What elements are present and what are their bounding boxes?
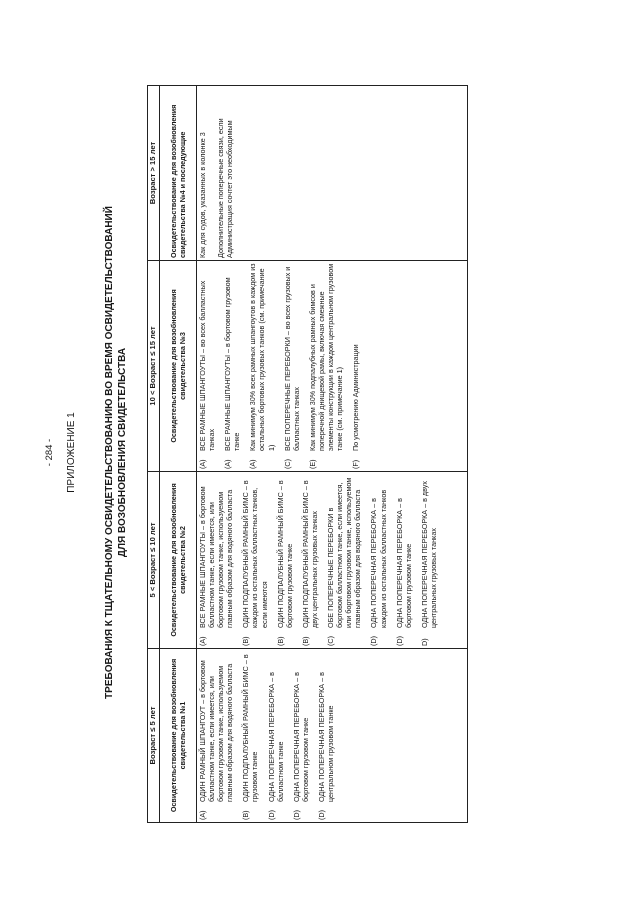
requirements-table: [147, 85, 468, 823]
requirement-paragraph: Дополнительные поперечные связи, если Администрация сочтет это необходимым: [216, 118, 235, 258]
requirement-item: [308, 263, 344, 469]
requirement-item: [395, 474, 413, 646]
age-header-row: [148, 86, 160, 823]
age-header-col-1: Возраст ≤ 5 лет: [148, 649, 160, 823]
requirement-item: [241, 651, 259, 820]
requirement-item: [248, 263, 275, 469]
survey-header-row: [160, 86, 197, 823]
requirement-text: ВСЕ РАМНЫЕ ШПАНГОУТЫ – в бортовом грузовом танке: [223, 277, 242, 451]
col-2-requirements: [197, 472, 468, 649]
survey-header-col-2: Освидетельствование для возобновления свидетельства №2: [160, 472, 197, 649]
requirement-label: (A): [198, 459, 207, 469]
requirement-text: ОДИН РАМНЫЙ ШПАНГОУТ – в бортовом балластном танке, если имеется, или бортовом грузовом танке, используемом главным образом для водяного балласта: [198, 660, 235, 802]
requirement-text: ОДИН ПОДПАЛУБНЫЙ РАМНЫЙ БИМС – в грузовом танке: [241, 654, 260, 802]
requirement-paragraph: Как для судов, указанных в колонке 3: [198, 132, 207, 258]
requirement-item: [351, 263, 360, 469]
requirement-text: ВСЕ ПОПЕРЕЧНЫЕ ПЕРЕБОРКИ – во всех грузовых и балластных танках: [282, 266, 301, 451]
requirement-item: [276, 474, 294, 646]
requirement-label: (D): [394, 636, 404, 646]
age-header-col-3: 10 < Возраст ≤ 15 лет: [148, 261, 160, 472]
survey-header-col-3: Освидетельствование для возобновления свидетельства №3: [160, 261, 197, 472]
requirement-item: [420, 474, 438, 646]
requirement-item: [301, 474, 319, 646]
requirement-text: ВСЕ РАМНЫЕ ШПАНГОУТЫ – во всех балластных танках: [198, 280, 217, 451]
requirement-label: (C): [326, 636, 336, 646]
page-number: - 284 -: [44, 438, 55, 467]
appendix-heading: ПРИЛОЖЕНИЕ 1: [66, 412, 77, 493]
requirement-label: (D): [369, 636, 379, 646]
requirement-item: [317, 651, 335, 820]
requirement-label: (D): [316, 810, 326, 820]
age-header-col-4: Возраст > 15 лет: [148, 86, 160, 261]
requirement-item: [292, 651, 310, 820]
requirement-text: Как минимум 30% всех рамных шпангоутов в каждом из остальных бортовых грузовых танков (см. примечание 1): [248, 263, 276, 451]
requirement-text: ОДИН ПОДПАЛУБНЫЙ РАМНЫЙ БИМС – в двух центральных грузовых танках: [300, 480, 319, 628]
survey-header-col-4: Освидетельствование для возобновления свидетельства №4 и последующие: [160, 86, 197, 261]
requirement-text: ВСЕ РАМНЫЕ ШПАНГОУТЫ – в бортовом балластном танке, если имеется, или бортовом грузовом танке, используемом главным образом для водяного балласта: [198, 486, 235, 628]
requirement-label: (A): [248, 459, 258, 469]
requirement-item: [369, 474, 387, 646]
requirements-body-row: [197, 86, 468, 823]
requirement-label: (B): [300, 636, 310, 646]
requirement-label: D): [419, 638, 429, 646]
requirement-text: ОДНА ПОПЕРЕЧНАЯ ПЕРЕБОРКА – в бортовом грузовом танке: [291, 672, 310, 802]
requirement-label: (A): [223, 459, 233, 469]
requirement-label: (B): [275, 636, 285, 646]
requirement-text: ОДНА ПОПЕРЕЧНАЯ ПЕРЕБОРКА – в центральном грузовом танке: [316, 672, 336, 802]
requirement-text: ОБЕ ПОПЕРЕЧНЫЕ ПЕРЕБОРКИ в бортовом балластном танке, если имеется, или бортовом грузовом танке, используемом главным образом для водяного балласта: [326, 477, 363, 628]
document-title-line-1: ТРЕБОВАНИЯ К ТЩАТЕЛЬНОМУ ОСВИДЕТЕЛЬСТВОВАНИЮ ВО ВРЕМЯ ОСВИДЕТЕЛЬСТВОВАНИЙ: [104, 206, 115, 699]
requirement-label: (A): [198, 810, 207, 820]
requirement-item: [198, 263, 216, 469]
requirement-item: [267, 651, 285, 820]
requirement-label: (E): [307, 459, 317, 469]
requirement-text: Как минимум 30% подпалубных рамных бимсов и поперечной днищевой рамы, включая смежные элементы конструкции в каждом центральном грузовом танке (см. примечание 1): [307, 263, 345, 451]
requirement-label: (A): [198, 636, 207, 646]
requirement-label: (C): [282, 459, 292, 469]
requirement-text: ОДНА ПОПЕРЕЧНАЯ ПЕРЕБОРКА – в каждом из остальных балластных танков: [369, 489, 388, 628]
survey-header-col-1: Освидетельствование для возобновления свидетельства №1: [160, 649, 197, 823]
requirement-text: ОДНА ПОПЕРЕЧНАЯ ПЕРЕБОРКА – в бортовом грузовом танке: [394, 498, 413, 628]
requirement-label: (D): [266, 810, 276, 820]
requirement-label: (B): [241, 810, 251, 820]
col-4-requirements: [197, 86, 468, 261]
requirement-label: (D): [291, 810, 301, 820]
requirement-text: ОДИН ПОДПАЛУБНЫЙ РАМНЫЙ БИМС – в бортовом грузовом танке: [275, 480, 294, 628]
requirement-item: [241, 474, 268, 646]
requirement-item: [223, 263, 241, 469]
requirement-text: ОДИН ПОДПАЛУБНЫЙ РАМНЫЙ БИМС – в каждом из остальных балластных танков, если имеются: [241, 480, 269, 628]
requirement-label: (F): [351, 459, 361, 469]
col-1-requirements: [197, 649, 468, 823]
requirement-text: ОДНА ПОПЕРЕЧНАЯ ПЕРЕБОРКА – в балластном танке: [266, 672, 285, 802]
requirement-label: (B): [241, 636, 251, 646]
requirement-item: [326, 474, 362, 646]
requirement-text: По усмотрению Администрации: [351, 344, 361, 451]
requirement-item: [198, 651, 234, 820]
requirement-text: ОДНА ПОПЕРЕЧНАЯ ПЕРЕБОРКА – в двух центральных грузовых танках: [419, 481, 438, 628]
requirement-item: [283, 263, 301, 469]
document-title-line-2: ДЛЯ ВОЗОБНОВЛЕНИЯ СВИДЕТЕЛЬСТВА: [117, 347, 128, 558]
age-header-col-2: 5 < Возраст ≤ 10 лет: [148, 472, 160, 649]
requirement-item: [198, 474, 234, 646]
col-3-requirements: [197, 261, 468, 472]
